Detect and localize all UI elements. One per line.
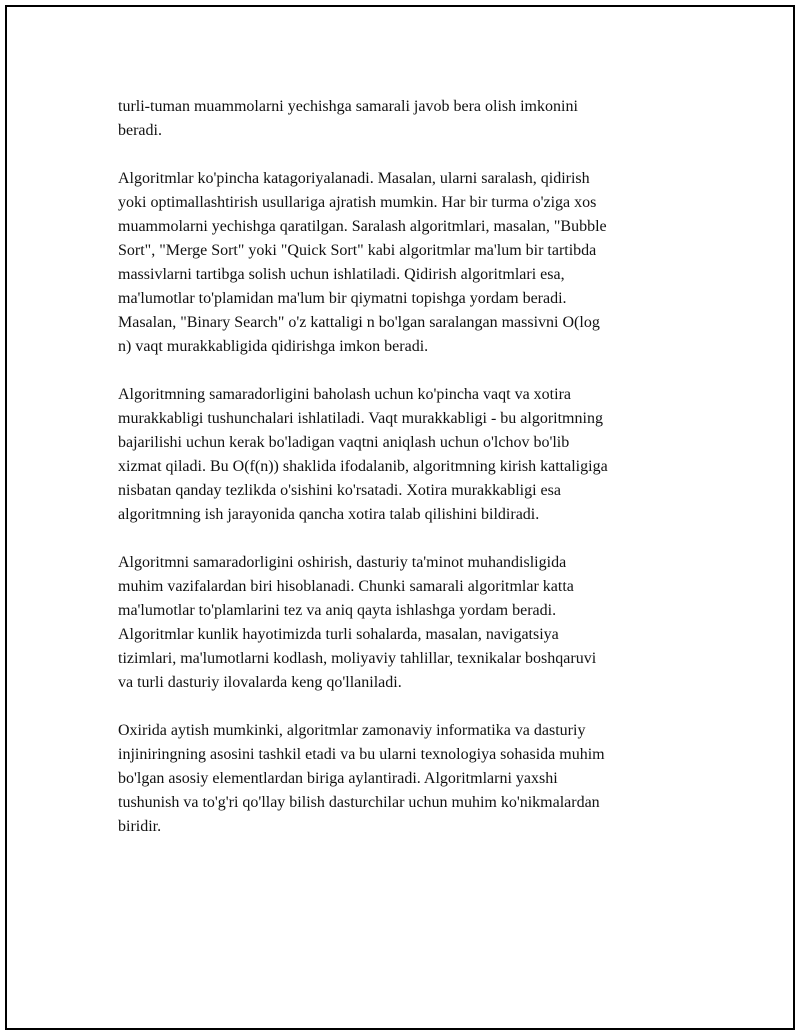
text-line: Oxirida aytish mumkinki, algoritmlar zamonaviy informatika va dasturiy <box>118 722 586 739</box>
text-line: yoki optimallashtirish usullariga ajratish mumkin. Har bir turma o'ziga xos <box>118 194 597 211</box>
text-line: Algoritmning samaradorligini baholash uchun ko'pincha vaqt va xotira <box>118 386 571 403</box>
text-line: Masalan, "Binary Search" o'z kattaligi n bo'lgan saralangan massivni O(log <box>118 314 600 331</box>
text-line: muammolarni yechishga qaratilgan. Saralash algoritmlari, masalan, "Bubble <box>118 218 607 235</box>
paragraph-5 <box>118 719 688 839</box>
text-line: Algoritmni samaradorligini oshirish, dasturiy ta'minot muhandisligida <box>118 554 567 571</box>
text-line: tushunish va to'g'ri qo'llay bilish dasturchilar uchun muhim ko'nikmalardan <box>118 794 600 811</box>
text-line: va turli dasturiy ilovalarda keng qo'llaniladi. <box>118 674 402 691</box>
text-line: beradi. <box>118 122 162 139</box>
text-line: injiniringning asosini tashkil etadi va bu ularni texnologiya sohasida muhim <box>118 746 605 763</box>
text-line: murakkabligi tushunchalari ishlatiladi. Vaqt murakkabligi - bu algoritmning <box>118 410 603 427</box>
text-line: tizimlari, ma'lumotlarni kodlash, moliyaviy tahlillar, texnikalar boshqaruvi <box>118 650 597 667</box>
text-line: ma'lumotlar to'plamlarini tez va aniq qayta ishlashga yordam beradi. <box>118 602 557 619</box>
paragraph-2 <box>118 167 688 359</box>
text-line: Algoritmlar kunlik hayotimizda turli sohalarda, masalan, navigatsiya <box>118 626 559 643</box>
text-line: muhim vazifalardan biri hisoblanadi. Chunki samarali algoritmlar katta <box>118 578 574 595</box>
paragraph-3 <box>118 383 688 527</box>
text-line: biridir. <box>118 818 162 835</box>
text-line: nisbatan qanday tezlikda o'sishini ko'rsatadi. Xotira murakkabligi esa <box>118 482 561 499</box>
text-line: algoritmning ish jarayonida qancha xotira talab qilishini bildiradi. <box>118 506 540 523</box>
paragraph-4 <box>118 551 688 695</box>
text-line: Sort", "Merge Sort" yoki "Quick Sort" kabi algoritmlar ma'lum bir tartibda <box>118 242 597 259</box>
text-line: xizmat qiladi. Bu O(f(n)) shaklida ifodalanib, algoritmning kirish kattaligiga <box>118 458 608 475</box>
text-line: turli-tuman muammolarni yechishga samarali javob bera olish imkonini <box>118 98 578 115</box>
document-body <box>118 95 688 863</box>
text-line: n) vaqt murakkabligida qidirishga imkon beradi. <box>118 338 429 355</box>
text-line: massivlarni tartibga solish uchun ishlatiladi. Qidirish algoritmlari esa, <box>118 266 565 283</box>
text-line: Algoritmlar ko'pincha katagoriyalanadi. Masalan, ularni saralash, qidirish <box>118 170 590 187</box>
text-line: bajarilishi uchun kerak bo'ladigan vaqtni aniqlash uchun o'lchov bo'lib <box>118 434 570 451</box>
paragraph-1 <box>118 95 688 143</box>
text-line: bo'lgan asosiy elementlardan biriga aylantiradi. Algoritmlarni yaxshi <box>118 770 558 787</box>
text-line: ma'lumotlar to'plamidan ma'lum bir qiymatni topishga yordam beradi. <box>118 290 567 307</box>
